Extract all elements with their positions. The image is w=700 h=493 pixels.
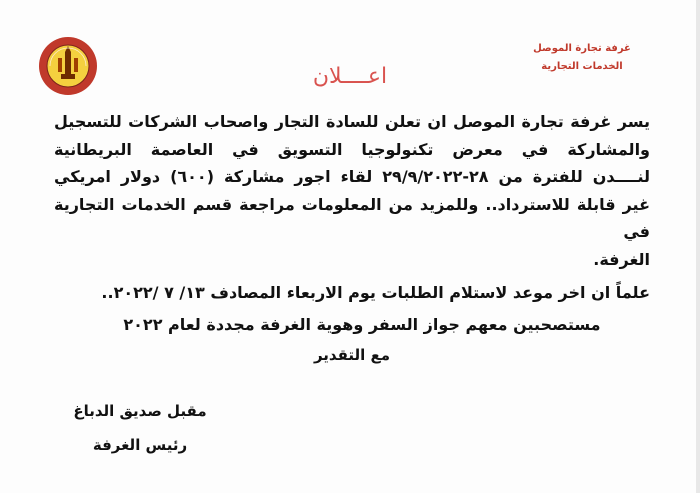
deadline-note: علماً ان اخر موعد لاستلام الطلبات يوم الاربعاء المصادف ١٣/ ٧ /٢٠٢٢.. xyxy=(101,283,650,302)
regards-text: مع التقدير xyxy=(313,346,391,364)
announcement-body xyxy=(54,108,650,370)
body-line-1: يسر غرفة تجارة الموصل ان تعلن للسادة التجار واصحاب الشركات للتسجيل xyxy=(54,112,650,131)
body-line-5: الغرفة. xyxy=(593,249,650,269)
org-department: الخدمات التجارية xyxy=(541,61,623,72)
main-paragraph xyxy=(54,108,650,273)
body-line-3: لنــــدن للفترة من ٢٨-٢٩/٩/٢٠٢٢ لقاء اجور مشاركة (٦٠٠) دولار امريكي xyxy=(54,167,651,186)
org-name: غرفة تجارة الموصل xyxy=(533,43,631,54)
body-line-4: غير قابلة للاسترداد.. وللمزيد من المعلومات مراجعة قسم الخدمات التجارية في xyxy=(54,194,650,241)
signatory-name: مقبل صديق الدباغ xyxy=(73,402,207,420)
body-line-2: والمشاركة في معرض تكنولوجيا التسويق في العاصمة البريطانية xyxy=(54,139,650,159)
announcement-title: اعــــلان xyxy=(312,64,388,89)
signatory-position: رئيس الغرفة xyxy=(92,436,188,454)
signature-block xyxy=(70,394,210,462)
passport-note: مستصحبين معهم جواز السفر وهوية الغرفة مجددة لعام ٢٠٢٢ xyxy=(123,314,601,334)
